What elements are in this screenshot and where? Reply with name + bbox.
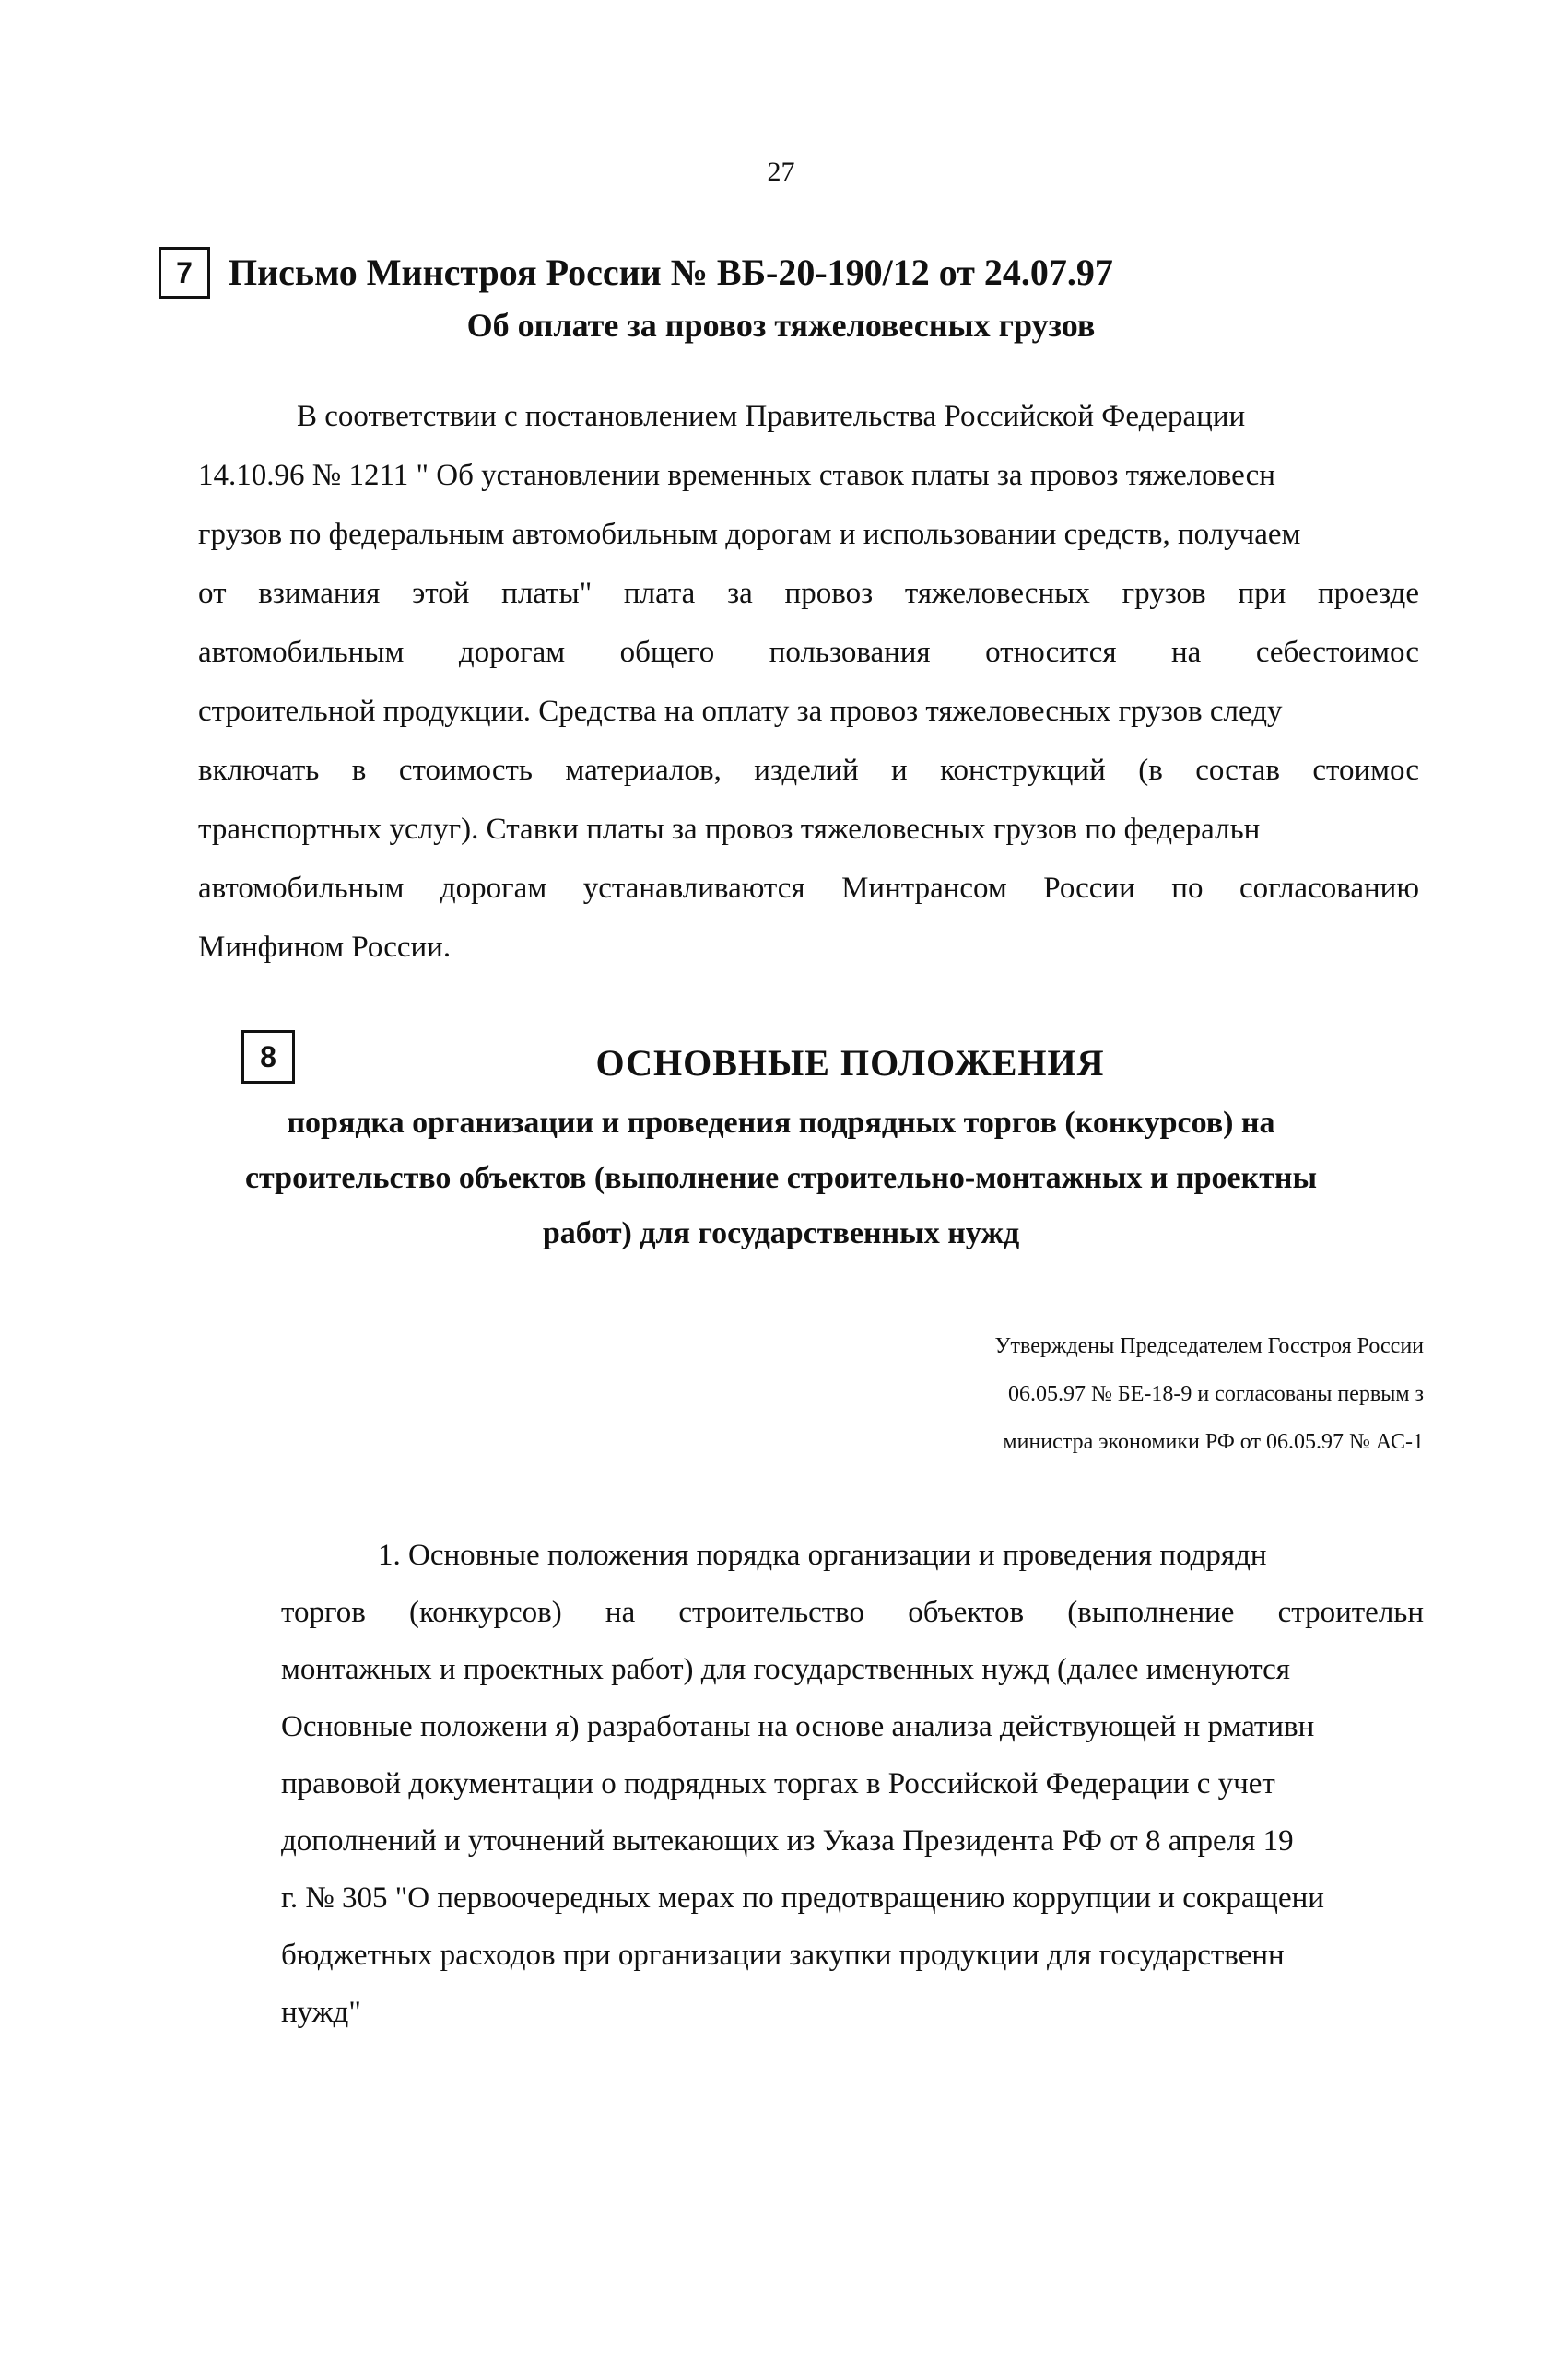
section-8-paragraph-line: бюджетных расходов при организации закупки продукции для государственн [281, 1939, 1285, 1972]
section-7-number-box: 7 [159, 247, 210, 299]
section-8-paragraph-line: г. № 305 "О первоочередных мерах по предотвращению коррупции и сокращени [281, 1882, 1324, 1915]
section-8-paragraph-line: монтажных и проектных работ) для государственных нужд (далее именуются [281, 1653, 1290, 1686]
section-8-paragraph-line: торгов (конкурсов) на строительство объектов (выполнение строительн [281, 1596, 1424, 1629]
section-7-line: транспортных услуг). Ставки платы за провоз тяжеловесных грузов по федеральн [198, 813, 1261, 846]
section-8-subtitle-line: работ) для государственных нужд [542, 1216, 1020, 1250]
section-7-line: Минфином России. [198, 931, 452, 964]
section-7-line: автомобильным дорогам устанавливаются Минтрансом России по согласованию [198, 872, 1419, 905]
section-8-paragraph-line: Основные положени я) разработаны на основе анализа действующей н рмативн [281, 1710, 1315, 1743]
section-8-paragraph-line: 1. Основные положения порядка организации и проведения подрядн [378, 1539, 1267, 1572]
section-7-subtitle: Об оплате за провоз тяжеловесных грузов [466, 307, 1096, 344]
section-7-line: строительной продукции. Средства на оплату за провоз тяжеловесных грузов следу [198, 695, 1283, 728]
section-7-line: 14.10.96 № 1211 " Об установлении временных ставок платы за провоз тяжеловесн [198, 459, 1275, 492]
section-8-subtitle-line: порядка организации и проведения подрядных торгов (конкурсов) на [287, 1106, 1275, 1140]
approval-line: министра экономики РФ от 06.05.97 № АС-1 [1003, 1430, 1424, 1454]
approval-line: Утверждены Председателем Госстроя России [994, 1334, 1424, 1358]
section-7-title: Письмо Минстроя России № ВБ-20-190/12 от 24.07.97 [229, 252, 1113, 293]
section-8-title: ОСНОВНЫЕ ПОЛОЖЕНИЯ [595, 1042, 1105, 1084]
section-7-line: В соответствии с постановлением Правительства Российской Федерации [297, 400, 1246, 433]
section-8-paragraph-line: правовой документации о подрядных торгах в Российской Федерации с учет [281, 1767, 1275, 1800]
section-7-line: грузов по федеральным автомобильным дорогам и использовании средств, получаем [198, 518, 1301, 551]
page-number: 27 [767, 157, 795, 187]
approval-line: 06.05.97 № БЕ-18-9 и согласованы первым з [1008, 1382, 1424, 1406]
section-8-paragraph-line: дополнений и уточнений вытекающих из Указа Президента РФ от 8 апреля 19 [281, 1824, 1294, 1858]
section-7-line: включать в стоимость материалов, изделий и конструкций (в состав стоимос [198, 754, 1419, 787]
section-7-line: автомобильным дорогам общего пользования относится на себестоимос [198, 636, 1419, 669]
section-8-number-box: 8 [241, 1030, 295, 1084]
section-8-paragraph-line: нужд" [281, 1996, 361, 2029]
section-8-subtitle-line: строительство объектов (выполнение строительно-монтажных и проектны [244, 1161, 1318, 1195]
section-7-line: от взимания этой платы" плата за провоз тяжеловесных грузов при проезде [198, 577, 1419, 610]
